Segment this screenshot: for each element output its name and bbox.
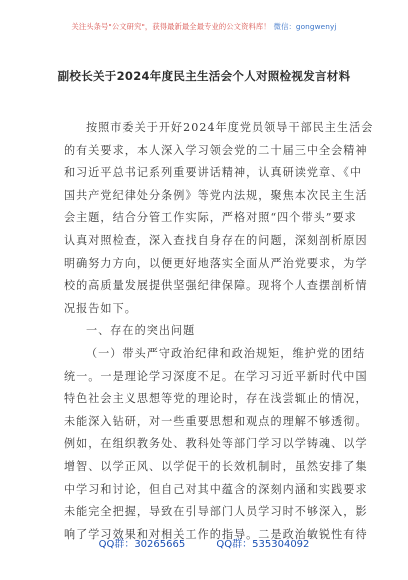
body-line: 认真对照检查，深入查找自身存在的问题，深刻剖析原因 [64, 233, 368, 247]
header-promo-note [0, 22, 408, 32]
body-line: 响了学习效果和对相关工作的指导。二是政治敏锐性有待 [64, 527, 368, 541]
body-line: 况报告如下。 [64, 301, 137, 315]
document-title: 副校长关于2024年度民主生活会个人对照检视发言材料 [57, 69, 351, 83]
footer-qq-group-2: QQ群：535304092 [216, 539, 310, 550]
header-promo-text: 关注头条号"公文研究"，获得最新最全最专业的公文资料库！ [71, 22, 271, 31]
body-line: 统一。一是理论学习深度不足。在学习习近平新时代中国 [64, 369, 368, 383]
body-line: 明确努力方向，以便更好地落实全面从严治党要求，为学 [64, 256, 368, 270]
body-line: 增智、以学正风、以学促干的长效机制时，虽然安排了集 [64, 459, 368, 473]
body-line: 中学习和讨论，但自己对其中蕴含的深刻内涵和实践要求 [64, 482, 368, 496]
body-line: 例如，在组织教务处、教科处等部门学习以学铸魂、以学 [64, 437, 368, 451]
body-line: 国共产党纪律处分条例》等党内法规，聚焦本次民主生活 [64, 188, 368, 202]
body-line: 按照市委关于开好2024年度党员领导干部民主生活会 [86, 121, 374, 134]
body-line: 未能深入钻研，对一些重要思想和观点的理解不够透彻。 [64, 414, 368, 428]
body-line: 和习近平总书记系列重要讲话精神，认真研读党章、《中 [64, 166, 363, 180]
footer-qq-groups [0, 535, 408, 550]
body-line: 会主题，结合分管工作实际，严格对照“四个带头”要求 [64, 211, 357, 225]
body-line: 特色社会主义思想等党的理论时，存在浅尝辄止的情况， [64, 392, 368, 406]
footer-qq-group-1: QQ群：30265665 [98, 539, 186, 550]
document-body [64, 117, 374, 546]
body-line: 校的高质量发展提供坚强纪律保障。现将个人查摆剖析情 [64, 279, 368, 293]
body-line: 的有关要求，本人深入学习领会党的二十届三中全会精神 [64, 143, 368, 157]
body-line: 未能完全把握，导致在引导部门人员学习时不够深入，影 [64, 505, 368, 519]
section-heading: 一、存在的突出问题 [86, 324, 196, 338]
header-wechat-text: 微信：gongwenyj [273, 22, 337, 31]
body-line: （一）带头严守政治纪律和政治规矩，维护党的团结 [86, 346, 366, 360]
